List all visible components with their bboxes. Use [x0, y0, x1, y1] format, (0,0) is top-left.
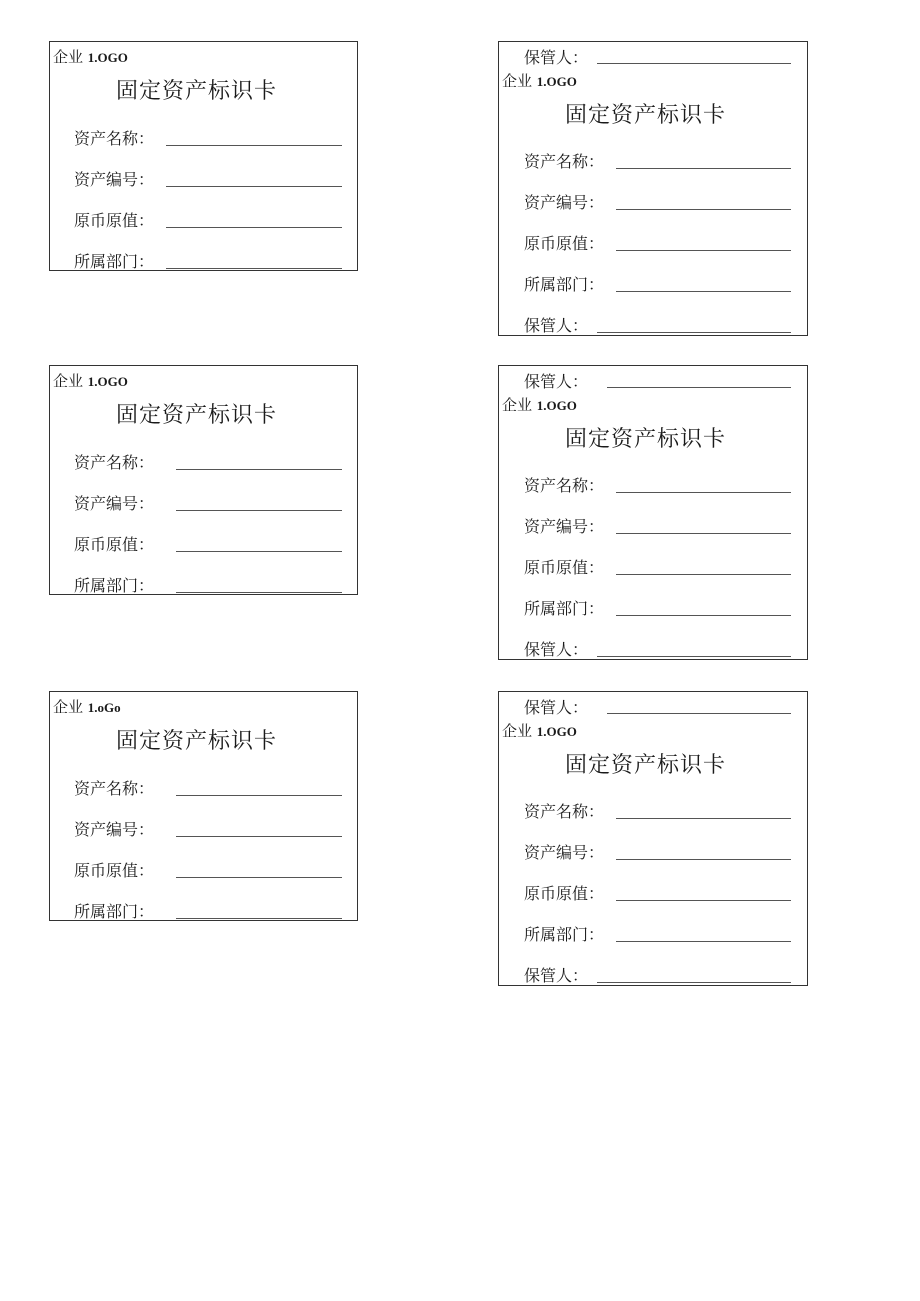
company-logo: 企业 1.OGO [53, 48, 128, 66]
department-label: 所属部门： [524, 925, 605, 944]
company-logo: 企业 1.OGO [502, 722, 577, 740]
card-title: 固定资产标识卡 [116, 79, 278, 104]
asset-card-1 [49, 41, 358, 271]
company-logo: 企业 1.OGO [53, 372, 128, 390]
custodian-top-field[interactable] [607, 713, 791, 714]
original-value-field[interactable] [616, 250, 791, 251]
asset-number-label: 资产编号： [524, 517, 605, 536]
original-value-label: 原币原值： [524, 558, 605, 577]
custodian-top-label: 保管人： [524, 372, 589, 391]
asset-name-label: 资产名称： [524, 152, 605, 171]
asset-number-field[interactable] [616, 859, 791, 860]
department-label: 所属部门： [524, 599, 605, 618]
department-label: 所属部门： [74, 902, 155, 921]
asset-card-3 [49, 365, 358, 595]
asset-name-label: 资产名称： [74, 453, 155, 472]
company-logo: 企业 1.OGO [502, 396, 577, 414]
original-value-label: 原币原值： [524, 884, 605, 903]
company-logo: 企业 1.OGO [502, 72, 577, 90]
asset-name-field[interactable] [166, 145, 342, 146]
asset-number-field[interactable] [176, 510, 342, 511]
custodian-top-label: 保管人： [524, 48, 589, 67]
asset-number-field[interactable] [616, 533, 791, 534]
department-field[interactable] [176, 592, 342, 593]
card-title: 固定资产标识卡 [565, 427, 727, 452]
custodian-label: 保管人： [524, 640, 589, 659]
asset-number-field[interactable] [166, 186, 342, 187]
custodian-field[interactable] [597, 982, 791, 983]
department-field[interactable] [616, 291, 791, 292]
department-field[interactable] [616, 615, 791, 616]
asset-name-label: 资产名称： [524, 802, 605, 821]
custodian-top-field[interactable] [607, 387, 791, 388]
card-title: 固定资产标识卡 [565, 753, 727, 778]
asset-card-5 [49, 691, 358, 921]
department-label: 所属部门： [74, 576, 155, 595]
original-value-field[interactable] [616, 574, 791, 575]
asset-number-label: 资产编号： [74, 494, 155, 513]
original-value-label: 原币原值： [74, 211, 155, 230]
asset-card-4 [498, 365, 808, 660]
asset-name-field[interactable] [616, 492, 791, 493]
original-value-label: 原币原值： [524, 234, 605, 253]
asset-name-label: 资产名称： [524, 476, 605, 495]
company-logo: 企业 1.oGo [53, 698, 121, 716]
asset-number-label: 资产编号： [74, 820, 155, 839]
original-value-label: 原币原值： [74, 535, 155, 554]
asset-number-label: 资产编号： [74, 170, 155, 189]
department-label: 所属部门： [524, 275, 605, 294]
custodian-label: 保管人： [524, 316, 589, 335]
department-label: 所属部门： [74, 252, 155, 271]
asset-number-label: 资产编号： [524, 843, 605, 862]
department-field[interactable] [176, 918, 342, 919]
original-value-label: 原币原值： [74, 861, 155, 880]
custodian-field[interactable] [597, 332, 791, 333]
card-title: 固定资产标识卡 [116, 403, 278, 428]
custodian-field[interactable] [597, 656, 791, 657]
card-title: 固定资产标识卡 [116, 729, 278, 754]
original-value-field[interactable] [176, 877, 342, 878]
asset-name-label: 资产名称： [74, 129, 155, 148]
original-value-field[interactable] [176, 551, 342, 552]
custodian-label: 保管人： [524, 966, 589, 985]
original-value-field[interactable] [166, 227, 342, 228]
department-field[interactable] [616, 941, 791, 942]
asset-name-field[interactable] [176, 469, 342, 470]
asset-number-field[interactable] [176, 836, 342, 837]
asset-number-field[interactable] [616, 209, 791, 210]
custodian-top-label: 保管人： [524, 698, 589, 717]
card-title: 固定资产标识卡 [565, 103, 727, 128]
asset-name-field[interactable] [616, 818, 791, 819]
asset-name-label: 资产名称： [74, 779, 155, 798]
department-field[interactable] [166, 268, 342, 269]
asset-card-6 [498, 691, 808, 986]
custodian-top-field[interactable] [597, 63, 791, 64]
asset-name-field[interactable] [176, 795, 342, 796]
asset-card-2 [498, 41, 808, 336]
asset-number-label: 资产编号： [524, 193, 605, 212]
asset-name-field[interactable] [616, 168, 791, 169]
original-value-field[interactable] [616, 900, 791, 901]
